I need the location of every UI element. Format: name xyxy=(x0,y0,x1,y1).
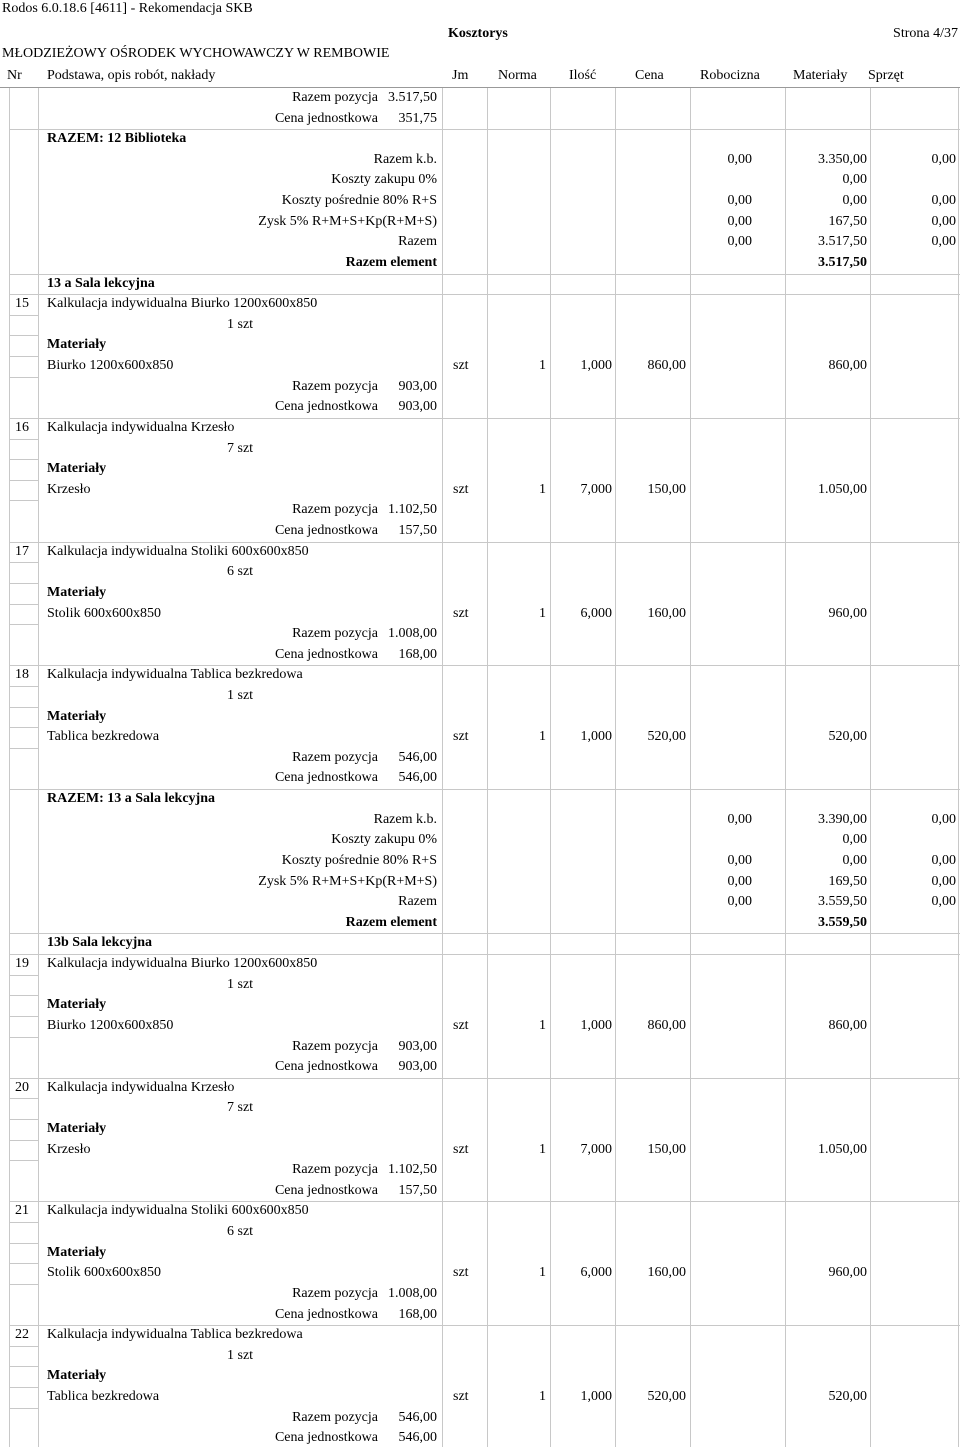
robocizna-value: 0,00 xyxy=(727,811,752,827)
material-norma: 1 xyxy=(539,729,546,745)
col-header-ilosc: Ilość xyxy=(569,68,597,83)
materials-heading: Materiały xyxy=(47,997,107,1013)
table-row xyxy=(0,170,960,191)
table-row xyxy=(0,1119,960,1140)
table-row xyxy=(0,129,960,150)
table-row xyxy=(0,335,960,356)
group-total-heading: RAZEM: 12 Biblioteka xyxy=(47,131,187,147)
table-row xyxy=(0,975,960,996)
material-ilosc: 1,000 xyxy=(580,1389,612,1405)
sprzet-value: 0,00 xyxy=(931,213,956,229)
row-value: 546,00 xyxy=(398,1409,437,1425)
material-name: Biurko 1200x600x850 xyxy=(47,358,174,374)
col-header-norma: Norma xyxy=(498,68,537,83)
materialy-value: 0,00 xyxy=(842,172,867,188)
element-total-label: Razem element xyxy=(345,254,437,270)
material-name: Krzesło xyxy=(47,1141,91,1157)
table-row xyxy=(0,933,960,954)
element-total-value: 3.517,50 xyxy=(818,254,867,270)
material-unit: szt xyxy=(453,1017,469,1033)
table-row xyxy=(0,253,960,274)
material-value: 1.050,00 xyxy=(818,481,867,497)
row-label: Cena jednostkowa xyxy=(274,399,378,415)
material-ilosc: 6,000 xyxy=(580,605,612,621)
summary-label: Koszty zakupu 0% xyxy=(331,832,437,848)
element-total-value: 3.559,50 xyxy=(818,914,867,930)
row-label: Razem pozycja xyxy=(292,749,378,765)
material-cena: 150,00 xyxy=(647,481,686,497)
summary-label: Koszty pośrednie 80% R+S xyxy=(281,852,437,868)
summary-label: Razem k.b. xyxy=(373,151,437,167)
material-name: Stolik 600x600x850 xyxy=(47,605,161,621)
table-row xyxy=(0,1428,960,1449)
row-label: Razem pozycja xyxy=(292,90,378,105)
sprzet-value: 0,00 xyxy=(931,234,956,250)
item-quantity: 1 szt xyxy=(227,1347,254,1363)
material-norma: 1 xyxy=(539,1265,546,1281)
material-norma: 1 xyxy=(539,358,546,374)
row-value: 903,00 xyxy=(398,399,437,415)
row-value: 351,75 xyxy=(398,110,437,126)
item-description: Kalkulacja indywidualna Krzesło xyxy=(47,419,235,435)
robocizna-value: 0,00 xyxy=(727,234,752,250)
material-unit: szt xyxy=(453,605,469,621)
item-description: Kalkulacja indywidualna Krzesło xyxy=(47,1079,235,1095)
table-row xyxy=(0,645,960,666)
material-value: 960,00 xyxy=(828,605,867,621)
robocizna-value: 0,00 xyxy=(727,193,752,209)
item-quantity: 7 szt xyxy=(227,1100,254,1116)
item-description: Kalkulacja indywidualna Tablica bezkredowa xyxy=(47,667,303,683)
table-row xyxy=(0,500,960,521)
robocizna-value: 0,00 xyxy=(727,151,752,167)
table-row xyxy=(0,232,960,253)
table-row xyxy=(0,872,960,893)
materialy-value: 3.517,50 xyxy=(818,234,867,250)
item-description: Kalkulacja indywidualna Biurko 1200x600x850 xyxy=(47,956,318,972)
row-value: 546,00 xyxy=(398,749,437,765)
row-label: Razem pozycja xyxy=(292,1038,378,1054)
section-heading: 13 a Sala lekcyjna xyxy=(47,275,155,291)
table-row xyxy=(0,954,960,975)
material-unit: szt xyxy=(453,729,469,745)
row-label: Razem pozycja xyxy=(292,1409,378,1425)
robocizna-value: 0,00 xyxy=(727,213,752,229)
row-value: 546,00 xyxy=(398,1430,437,1446)
sprzet-value: 0,00 xyxy=(931,894,956,910)
row-label: Cena jednostkowa xyxy=(274,110,378,126)
item-number: 15 xyxy=(15,296,29,312)
table-row xyxy=(0,727,960,748)
material-name: Biurko 1200x600x850 xyxy=(47,1017,174,1033)
col-header-robocizna: Robocizna xyxy=(700,68,760,83)
table-row xyxy=(0,191,960,212)
row-label: Razem pozycja xyxy=(292,1285,378,1301)
material-unit: szt xyxy=(453,358,469,374)
material-cena: 160,00 xyxy=(647,1265,686,1281)
row-label: Razem pozycja xyxy=(292,626,378,642)
item-number: 20 xyxy=(15,1079,29,1095)
table-row xyxy=(0,1284,960,1305)
row-label: Razem pozycja xyxy=(292,378,378,394)
table-row xyxy=(0,439,960,460)
table-row xyxy=(0,1078,960,1099)
row-value: 168,00 xyxy=(398,1306,437,1322)
table-row xyxy=(0,418,960,439)
material-value: 520,00 xyxy=(828,729,867,745)
table-row xyxy=(0,109,960,130)
material-norma: 1 xyxy=(539,1389,546,1405)
item-number: 17 xyxy=(15,543,29,559)
table-row xyxy=(0,707,960,728)
row-value: 1.102,50 xyxy=(388,1162,437,1178)
table-row xyxy=(0,1366,960,1387)
table-row xyxy=(0,1346,960,1367)
row-label: Cena jednostkowa xyxy=(274,1182,378,1198)
table-row xyxy=(0,583,960,604)
material-cena: 860,00 xyxy=(647,1017,686,1033)
item-description: Kalkulacja indywidualna Stoliki 600x600x850 xyxy=(47,543,309,559)
item-quantity: 1 szt xyxy=(227,687,254,703)
material-ilosc: 1,000 xyxy=(580,358,612,374)
row-value: 903,00 xyxy=(398,378,437,394)
table-row xyxy=(0,830,960,851)
sprzet-value: 0,00 xyxy=(931,151,956,167)
table-row xyxy=(0,1181,960,1202)
item-quantity: 6 szt xyxy=(227,564,254,580)
sprzet-value: 0,00 xyxy=(931,873,956,889)
material-value: 1.050,00 xyxy=(818,1141,867,1157)
row-value: 903,00 xyxy=(398,1038,437,1054)
table-row xyxy=(0,1305,960,1326)
row-label: Cena jednostkowa xyxy=(274,1430,378,1446)
item-quantity: 1 szt xyxy=(227,976,254,992)
row-label: Razem pozycja xyxy=(292,502,378,518)
item-description: Kalkulacja indywidualna Stoliki 600x600x850 xyxy=(47,1203,309,1219)
materials-heading: Materiały xyxy=(47,708,107,724)
material-name: Krzesło xyxy=(47,481,91,497)
table-row xyxy=(0,851,960,872)
row-label: Cena jednostkowa xyxy=(274,770,378,786)
table-row xyxy=(0,88,960,109)
summary-label: Koszty zakupu 0% xyxy=(331,172,437,188)
table-row xyxy=(0,1408,960,1429)
table-row xyxy=(0,1387,960,1408)
table-row xyxy=(0,356,960,377)
material-cena: 860,00 xyxy=(647,358,686,374)
item-number: 18 xyxy=(15,667,29,683)
row-value: 168,00 xyxy=(398,646,437,662)
material-value: 960,00 xyxy=(828,1265,867,1281)
row-label: Cena jednostkowa xyxy=(274,1059,378,1075)
table-row xyxy=(0,1140,960,1161)
summary-label: Zysk 5% R+M+S+Kp(R+M+S) xyxy=(258,213,437,229)
table-row xyxy=(0,480,960,501)
table-row xyxy=(0,274,960,295)
material-name: Tablica bezkredowa xyxy=(47,729,160,745)
col-header-cena: Cena xyxy=(635,68,664,83)
row-value: 3.517,50 xyxy=(388,90,437,105)
row-value: 157,50 xyxy=(398,523,437,539)
summary-label: Koszty pośrednie 80% R+S xyxy=(281,193,437,209)
summary-label: Razem k.b. xyxy=(373,811,437,827)
table-row xyxy=(0,315,960,336)
col-header-sprzet: Sprzęt xyxy=(868,68,904,83)
summary-label: Razem xyxy=(398,894,437,910)
item-quantity: 6 szt xyxy=(227,1224,254,1240)
sprzet-value: 0,00 xyxy=(931,193,956,209)
materials-heading: Materiały xyxy=(47,584,107,600)
table-row xyxy=(0,768,960,789)
materialy-value: 3.390,00 xyxy=(818,811,867,827)
element-total-label: Razem element xyxy=(345,914,437,930)
table-row xyxy=(0,150,960,171)
material-unit: szt xyxy=(453,481,469,497)
item-number: 19 xyxy=(15,956,29,972)
material-name: Stolik 600x600x850 xyxy=(47,1265,161,1281)
item-number: 21 xyxy=(15,1203,29,1219)
materials-heading: Materiały xyxy=(47,1121,107,1136)
item-description: Kalkulacja indywidualna Tablica bezkredowa xyxy=(47,1327,303,1343)
group-total-heading: RAZEM: 13 a Sala lekcyjna xyxy=(47,791,215,807)
material-value: 860,00 xyxy=(828,358,867,374)
material-ilosc: 1,000 xyxy=(580,729,612,745)
material-name: Tablica bezkredowa xyxy=(47,1389,160,1405)
material-cena: 520,00 xyxy=(647,729,686,745)
table-row xyxy=(0,377,960,398)
materials-heading: Materiały xyxy=(47,1368,107,1384)
material-ilosc: 6,000 xyxy=(580,1265,612,1281)
material-cena: 160,00 xyxy=(647,605,686,621)
item-number: 16 xyxy=(15,419,29,435)
table-row xyxy=(0,1222,960,1243)
col-header-nr: Nr xyxy=(7,68,22,83)
table-row xyxy=(0,604,960,625)
material-unit: szt xyxy=(453,1141,469,1157)
row-value: 1.008,00 xyxy=(388,1285,437,1301)
robocizna-value: 0,00 xyxy=(727,852,752,868)
materials-heading: Materiały xyxy=(47,461,107,477)
material-norma: 1 xyxy=(539,605,546,621)
material-unit: szt xyxy=(453,1265,469,1281)
table-row xyxy=(0,1263,960,1284)
table-row xyxy=(0,686,960,707)
materials-heading: Materiały xyxy=(47,337,107,353)
material-unit: szt xyxy=(453,1389,469,1405)
sprzet-value: 0,00 xyxy=(931,811,956,827)
material-ilosc: 7,000 xyxy=(580,481,612,497)
row-value: 157,50 xyxy=(398,1182,437,1198)
table-row xyxy=(0,1037,960,1058)
table-row xyxy=(0,562,960,583)
table-row xyxy=(0,913,960,934)
material-ilosc: 1,000 xyxy=(580,1017,612,1033)
table-row xyxy=(0,212,960,233)
materialy-value: 0,00 xyxy=(842,193,867,209)
materials-heading: Materiały xyxy=(47,1244,107,1260)
material-norma: 1 xyxy=(539,481,546,497)
table-row xyxy=(0,294,960,315)
item-quantity: 7 szt xyxy=(227,440,254,456)
table-row xyxy=(0,1201,960,1222)
row-label: Cena jednostkowa xyxy=(274,646,378,662)
section-heading: 13b Sala lekcyjna xyxy=(47,935,153,951)
row-value: 1.008,00 xyxy=(388,626,437,642)
col-header-jm: Jm xyxy=(452,68,469,83)
sprzet-value: 0,00 xyxy=(931,852,956,868)
materialy-value: 169,50 xyxy=(828,873,867,889)
table-row xyxy=(0,892,960,913)
summary-label: Razem xyxy=(398,234,437,250)
table-row xyxy=(0,748,960,769)
item-quantity: 1 szt xyxy=(227,316,254,332)
company-name: MŁODZIEŻOWY OŚRODEK WYCHOWAWCZY W REMBOWIE xyxy=(2,46,390,61)
page-number: Strona 4/37 xyxy=(893,26,958,41)
app-title: Rodos 6.0.18.6 [4611] - Rekomendacja SKB xyxy=(2,1,253,16)
table-row xyxy=(0,459,960,480)
materialy-value: 167,50 xyxy=(828,213,867,229)
materialy-value: 3.350,00 xyxy=(818,151,867,167)
item-description: Kalkulacja indywidualna Biurko 1200x600x850 xyxy=(47,296,318,312)
col-header-opis: Podstawa, opis robót, nakłady xyxy=(47,68,216,83)
materialy-value: 0,00 xyxy=(842,852,867,868)
row-label: Cena jednostkowa xyxy=(274,523,378,539)
table-row xyxy=(0,810,960,831)
row-value: 903,00 xyxy=(398,1059,437,1075)
item-number: 22 xyxy=(15,1327,29,1343)
material-value: 860,00 xyxy=(828,1017,867,1033)
material-value: 520,00 xyxy=(828,1389,867,1405)
col-header-materialy: Materiały xyxy=(793,68,848,83)
robocizna-value: 0,00 xyxy=(727,894,752,910)
row-label: Cena jednostkowa xyxy=(274,1306,378,1322)
table-row xyxy=(0,521,960,542)
summary-label: Zysk 5% R+M+S+Kp(R+M+S) xyxy=(258,873,437,889)
table-row xyxy=(0,1325,960,1346)
table-row xyxy=(0,542,960,563)
material-norma: 1 xyxy=(539,1141,546,1157)
table-row xyxy=(0,1243,960,1264)
table-row xyxy=(0,665,960,686)
robocizna-value: 0,00 xyxy=(727,873,752,889)
table-row xyxy=(0,397,960,418)
row-label: Razem pozycja xyxy=(292,1162,378,1178)
material-cena: 520,00 xyxy=(647,1389,686,1405)
table-row xyxy=(0,624,960,645)
table-row xyxy=(0,1057,960,1078)
document-title: Kosztorys xyxy=(448,26,508,41)
materialy-value: 3.559,50 xyxy=(818,894,867,910)
row-value: 546,00 xyxy=(398,770,437,786)
table-row xyxy=(0,789,960,810)
table-row xyxy=(0,1016,960,1037)
table-row xyxy=(0,1098,960,1119)
row-value: 1.102,50 xyxy=(388,502,437,518)
table-row xyxy=(0,1160,960,1181)
material-ilosc: 7,000 xyxy=(580,1141,612,1157)
material-cena: 150,00 xyxy=(647,1141,686,1157)
table-row xyxy=(0,995,960,1016)
materialy-value: 0,00 xyxy=(842,832,867,848)
material-norma: 1 xyxy=(539,1017,546,1033)
